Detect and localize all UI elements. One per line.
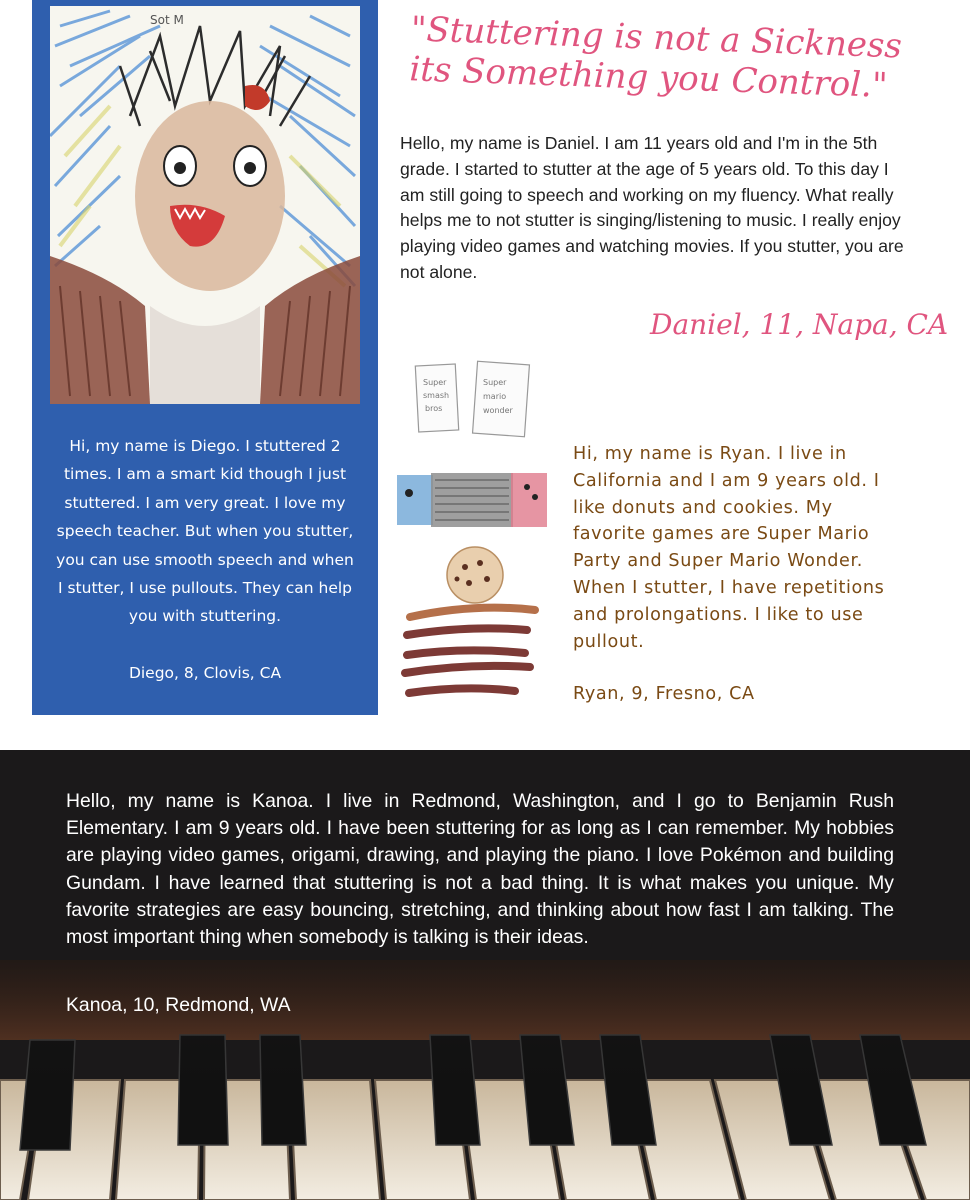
kanoa-paragraph: Hello, my name is Kanoa. I live in Redmond, Washington, and I go to Benjamin Rush Elementary. I am 9 years old. I have been stuttering for as long as I can remember. My hobbies are playing video games, origami, drawing, and playing the piano. I love Pokémon and building Gundam. I have learned that stuttering is not a bad thing. It is what makes you unique. My favorite strategies are easy bouncing, stretching, and thinking about how fast I am talking. The most important thing when somebody is talking is their ideas. xyxy=(66,790,894,949)
ryan-signature: Ryan, 9, Fresno, CA xyxy=(573,684,755,705)
diego-signature: Diego, 8, Clovis, CA xyxy=(128,663,282,682)
diego-drawing-illustration xyxy=(50,6,360,404)
kanoa-story-section xyxy=(0,750,970,1200)
card1-line3: bros xyxy=(425,404,443,413)
daniel-signature: Daniel, 11, Napa, CA xyxy=(650,308,949,341)
game-card-2 xyxy=(473,361,530,436)
ryan-pencil-drawing xyxy=(395,355,555,705)
diego-story-panel xyxy=(32,0,378,715)
kanoa-signature: Kanoa, 10, Redmond, WA xyxy=(66,994,291,1016)
daniel-paragraph: Hello, my name is Daniel. I am 11 years old and I'm in the 5th grade. I started to stutter at the age of 5 years old. To this day I am still going to speech and working on my fluency. What really helps me to not stutter is singing/listening to music. I really enjoy playing video games and watching movies. If you stutter, you are not alone. xyxy=(400,133,904,282)
cookie-drawing xyxy=(447,547,503,603)
ryan-paragraph: Hi, my name is Ryan. I live in California and I am 9 years old. I like donuts and cookies. My favorite games are Super Mario Party and Super Mario Wonder. When I stutter, I have repetitions and prolongations. I like to use pullout. xyxy=(573,444,885,652)
ryan-story xyxy=(573,441,903,708)
card2-line2: mario xyxy=(483,392,507,401)
pancake-stack-drawing xyxy=(405,608,535,693)
card2-line1: Super xyxy=(483,378,507,387)
card1-line2: smash xyxy=(423,391,450,400)
diego-paragraph: Hi, my name is Diego. I stuttered 2 times. I am a smart kid though I just stuttered. I am very great. I love my speech teacher. But when you stutter, you can use smooth speech and when I stutter, I use pullouts. They can help you with stuttering. xyxy=(56,437,354,626)
game-console-drawing xyxy=(397,473,547,527)
diego-crayon-drawing xyxy=(50,6,360,404)
card2-line3: wonder xyxy=(483,406,513,415)
diego-drawing-caption: Sot M xyxy=(150,13,184,27)
daniel-handwritten-quote: "Stuttering is not a Sickness its Something you Control." xyxy=(408,9,903,106)
card1-line1: Super xyxy=(423,378,447,387)
diego-story xyxy=(56,432,354,687)
game-card-1 xyxy=(415,364,458,432)
ryan-drawing-illustration xyxy=(395,355,555,705)
